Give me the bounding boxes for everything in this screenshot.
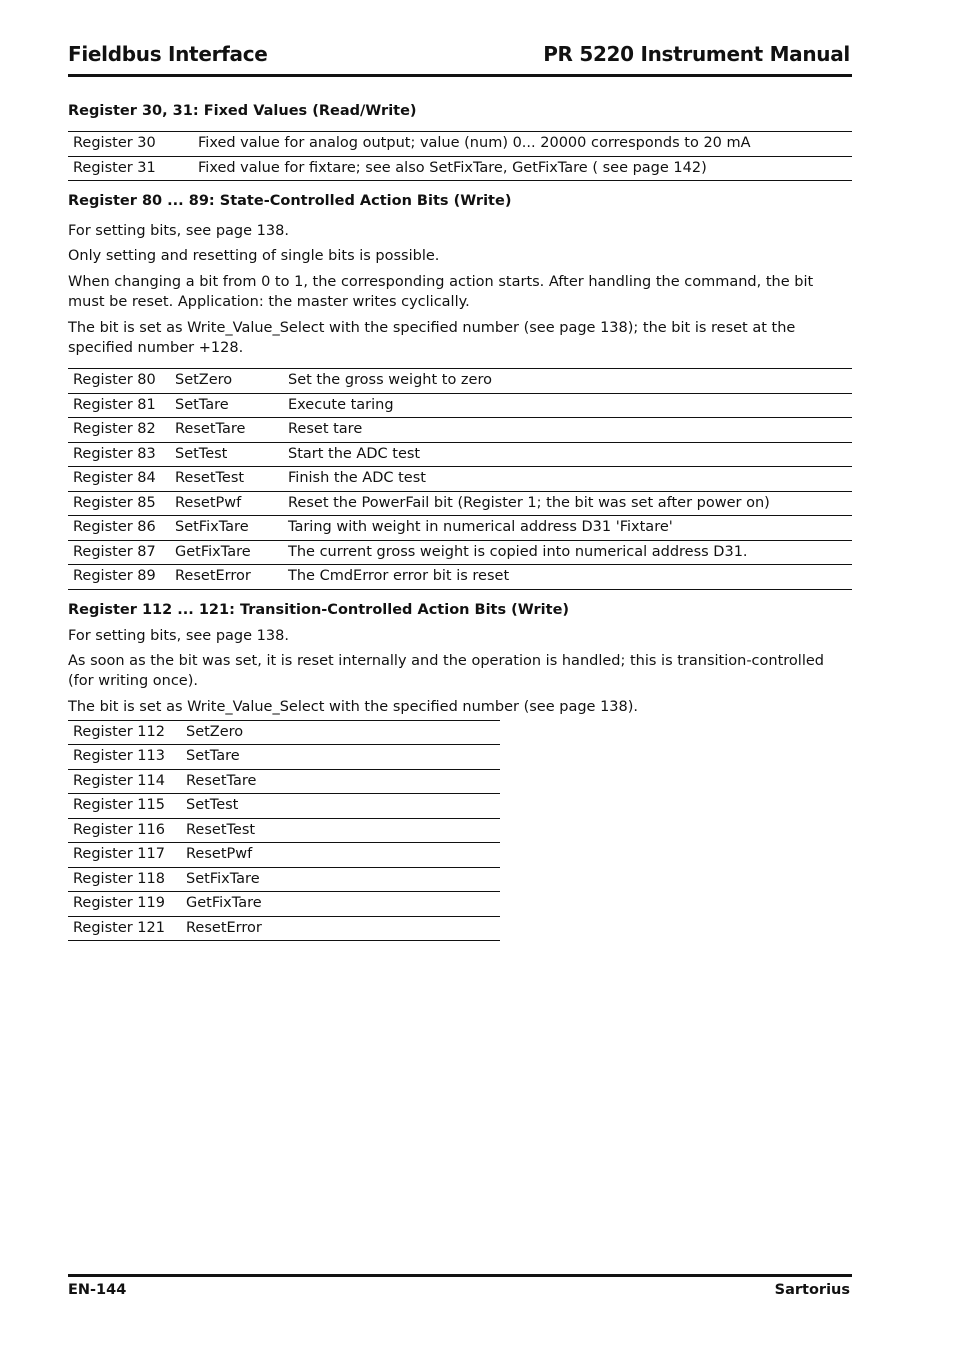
register-cell: Register 119 bbox=[73, 895, 165, 912]
paragraph: The bit is set as Write_Value_Select with the specified number (see page 138). bbox=[68, 698, 639, 715]
paragraph: For setting bits, see page 138. bbox=[68, 223, 289, 239]
page-footer bbox=[68, 1274, 852, 1305]
register-cell: Register 86 bbox=[73, 519, 156, 536]
table-row bbox=[68, 745, 500, 770]
register-cell: Register 112 bbox=[73, 723, 165, 740]
register-cell: Register 83 bbox=[73, 445, 156, 462]
description-cell: Fixed value for analog output; value (num) 0... 20000 corresponds to 20 mA bbox=[198, 135, 751, 152]
command-cell: ResetError bbox=[186, 919, 262, 936]
table-row bbox=[68, 156, 852, 181]
description-cell: Reset the PowerFail bit (Register 1; the bit was set after power on) bbox=[288, 494, 770, 511]
register-cell: Register 31 bbox=[73, 159, 156, 176]
page-header bbox=[68, 40, 852, 77]
register-cell: Register 115 bbox=[73, 797, 165, 814]
command-cell: SetTare bbox=[175, 396, 229, 413]
command-cell: ResetTare bbox=[186, 772, 257, 789]
table-row bbox=[68, 132, 852, 157]
register-cell: Register 87 bbox=[73, 543, 156, 560]
table-row bbox=[68, 916, 500, 941]
table-row bbox=[68, 818, 500, 843]
command-cell: ResetTare bbox=[175, 421, 246, 438]
table-row bbox=[68, 720, 500, 745]
paragraph: For setting bits, see page 138. bbox=[68, 627, 289, 644]
transition-controlled-table bbox=[68, 720, 500, 942]
table-row bbox=[68, 393, 852, 418]
section-heading-fixed-values: Register 30, 31: Fixed Values (Read/Write) bbox=[68, 103, 417, 119]
paragraph: Only setting and resetting of single bits is possible. bbox=[68, 248, 440, 264]
register-cell: Register 80 bbox=[73, 372, 156, 389]
section-heading-state-controlled: Register 80 ... 89: State-Controlled Action Bits (Write) bbox=[68, 193, 512, 209]
register-cell: Register 117 bbox=[73, 846, 165, 863]
register-cell: Register 85 bbox=[73, 494, 156, 511]
register-cell: Register 81 bbox=[73, 396, 156, 413]
command-cell: ResetTest bbox=[175, 470, 245, 487]
table-row bbox=[68, 769, 500, 794]
register-cell: Register 84 bbox=[73, 470, 156, 487]
register-cell: Register 89 bbox=[73, 568, 156, 585]
table-row bbox=[68, 565, 852, 590]
register-cell: Register 114 bbox=[73, 772, 165, 789]
command-cell: SetZero bbox=[175, 372, 233, 389]
description-cell: The CmdError error bit is reset bbox=[288, 568, 510, 585]
command-cell: ResetTest bbox=[186, 821, 256, 838]
command-cell: SetTare bbox=[186, 748, 240, 765]
table-row bbox=[68, 867, 500, 892]
section-title: Fieldbus Interface bbox=[68, 42, 268, 66]
paragraph: When changing a bit from 0 to 1, the corresponding action starts. After handling the command, the bit must be reset. Application: the master writes cyclically. bbox=[68, 274, 814, 310]
table-row bbox=[68, 540, 852, 565]
description-cell: Finish the ADC test bbox=[288, 470, 426, 487]
command-cell: ResetPwf bbox=[186, 846, 253, 863]
table-row bbox=[68, 843, 500, 868]
command-cell: ResetError bbox=[175, 568, 251, 585]
description-cell: Taring with weight in numerical address D31 'Fixtare' bbox=[288, 519, 673, 536]
table-row bbox=[68, 369, 852, 394]
brand-name: Sartorius bbox=[774, 1282, 850, 1298]
manual-title: PR 5220 Instrument Manual bbox=[543, 42, 850, 66]
page-number: EN-144 bbox=[68, 1282, 127, 1298]
register-cell: Register 30 bbox=[73, 135, 156, 152]
table-row bbox=[68, 442, 852, 467]
table-row bbox=[68, 467, 852, 492]
command-cell: SetTest bbox=[175, 445, 228, 462]
description-cell: Reset tare bbox=[288, 421, 363, 438]
register-cell: Register 113 bbox=[73, 748, 165, 765]
state-controlled-table bbox=[68, 368, 852, 590]
command-cell: GetFixTare bbox=[175, 543, 251, 560]
register-cell: Register 116 bbox=[73, 821, 165, 838]
table-row bbox=[68, 794, 500, 819]
command-cell: SetFixTare bbox=[175, 519, 249, 536]
command-cell: ResetPwf bbox=[175, 494, 242, 511]
description-cell: Fixed value for fixtare; see also SetFixTare, GetFixTare ( see page 142) bbox=[198, 159, 707, 176]
command-cell: SetFixTare bbox=[186, 870, 260, 887]
register-cell: Register 82 bbox=[73, 421, 156, 438]
table-row bbox=[68, 418, 852, 443]
paragraph: The bit is set as Write_Value_Select with the specified number (see page 138); the bit is reset at the specified number +128. bbox=[68, 320, 796, 356]
fixed-values-table bbox=[68, 131, 852, 181]
description-cell: Set the gross weight to zero bbox=[288, 372, 492, 389]
paragraph: As soon as the bit was set, it is reset internally and the operation is handled; this is transition-controlled (for writing once). bbox=[68, 652, 824, 689]
section-heading-transition-controlled: Register 112 ... 121: Transition-Controlled Action Bits (Write) bbox=[68, 601, 570, 618]
register-cell: Register 118 bbox=[73, 870, 165, 887]
command-cell: SetZero bbox=[186, 723, 244, 740]
register-cell: Register 121 bbox=[73, 919, 165, 936]
table-row bbox=[68, 516, 852, 541]
command-cell: SetTest bbox=[186, 797, 239, 814]
description-cell: The current gross weight is copied into numerical address D31. bbox=[288, 543, 748, 560]
table-row bbox=[68, 892, 500, 917]
command-cell: GetFixTare bbox=[186, 895, 262, 912]
table-row bbox=[68, 491, 852, 516]
description-cell: Start the ADC test bbox=[288, 445, 421, 462]
page-content bbox=[68, 100, 852, 941]
description-cell: Execute taring bbox=[288, 396, 394, 413]
